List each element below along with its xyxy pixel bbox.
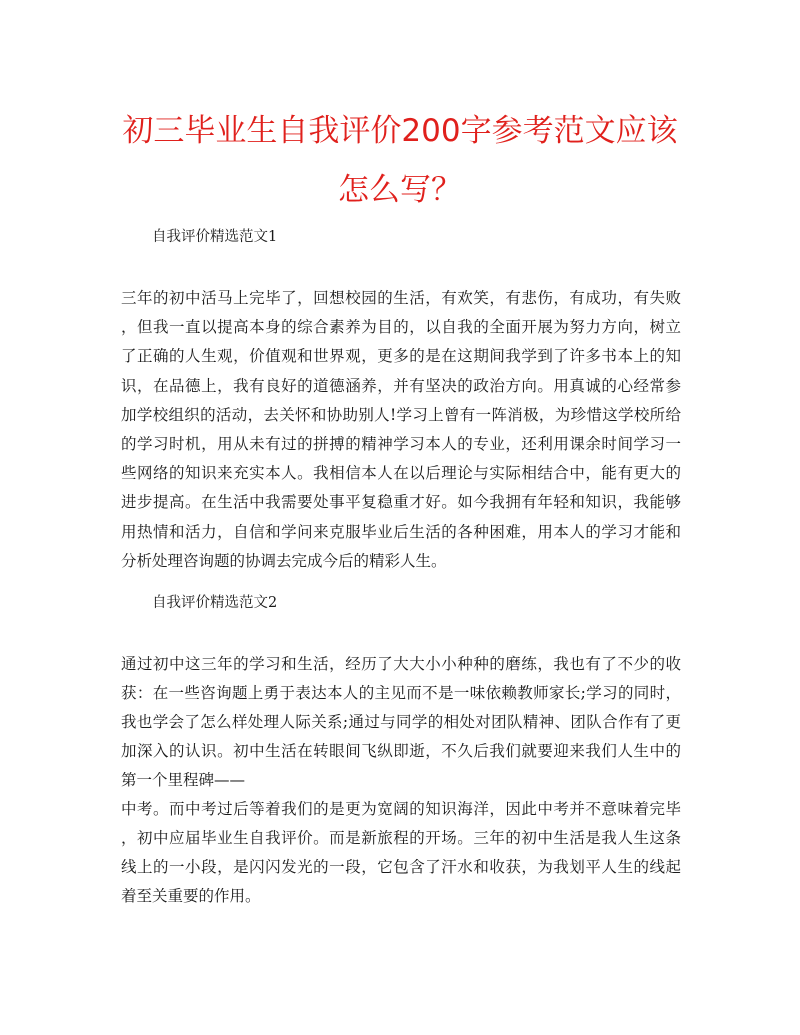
section-1-line-7: 些网络的知识来充实本人。我相信本人在以后理论与实际相结合中，能有更大的	[121, 464, 681, 482]
section-2-line-4: 加深入的认识。初中生活在转眼间飞纵即逝，不久后我们就要迎来我们人生中的	[121, 742, 681, 760]
document-title-line-2: 怎么写？	[338, 172, 462, 208]
section-1-line-6: 的学习时机，用从未有过的拼搏的精神学习本人的专业，还利用课余时间学习一	[121, 435, 681, 453]
section-1-line-3: 了正确的人生观，价值观和世界观，更多的是在这期间我学到了许多书本上的知	[121, 347, 681, 365]
section-2-line-6: 中考。而中考过后等着我们的是更为宽阔的知识海洋，因此中考并不意味着完毕	[121, 800, 681, 818]
section-2-line-7: ，初中应届毕业生自我评价。而是新旅程的开场。三年的初中生活是我人生这条	[121, 829, 681, 847]
section-1-line-5: 加学校组织的活动，去关怀和协助别人!学习上曾有一阵消极，为珍惜这学校所给	[121, 406, 681, 424]
section-1-line-10: 分析处理咨询题的协调去完成今后的精彩人生。	[121, 552, 447, 570]
section-2-line-3: 我也学会了怎么样处理人际关系;通过与同学的相处对团队精神、团队合作有了更	[121, 713, 681, 731]
section-1-line-8: 进步提高。在生活中我需要处事平复稳重才好。如今我拥有年轻和知识，我能够	[121, 493, 681, 511]
section-1-line-4: 识，在品德上，我有良好的道德涵养，并有坚决的政治方向。用真诚的心经常参	[121, 377, 681, 395]
section-2-line-9: 着至关重要的作用。	[121, 887, 261, 905]
section-2-line-1: 通过初中这三年的学习和生活，经历了大大小小种种的磨练，我也有了不少的收	[121, 655, 681, 673]
section-1-line-2: ，但我一直以提高本身的综合素养为目的，以自我的全面开展为努力方向，树立	[121, 318, 681, 336]
section-1-heading: 自我评价精选范文1	[152, 229, 278, 245]
section-2-heading: 自我评价精选范文2	[152, 595, 278, 611]
document-title-line-1: 初三毕业生自我评价200字参考范文应该	[122, 113, 678, 149]
section-1-line-1: 三年的初中活马上完毕了，回想校园的生活，有欢笑，有悲伤，有成功，有失败	[121, 289, 681, 307]
section-2-line-5: 第一个里程碑——	[121, 771, 246, 789]
section-1-line-9: 用热情和活力，自信和学问来克服毕业后生活的各种困难，用本人的学习才能和	[121, 523, 681, 541]
section-2-line-2: 获：在一些咨询题上勇于表达本人的主见而不是一味依赖教师家长;学习的同时，	[121, 684, 681, 702]
section-2-line-8: 线上的一小段，是闪闪发光的一段，它包含了汗水和收获，为我划平人生的线起	[121, 858, 681, 876]
